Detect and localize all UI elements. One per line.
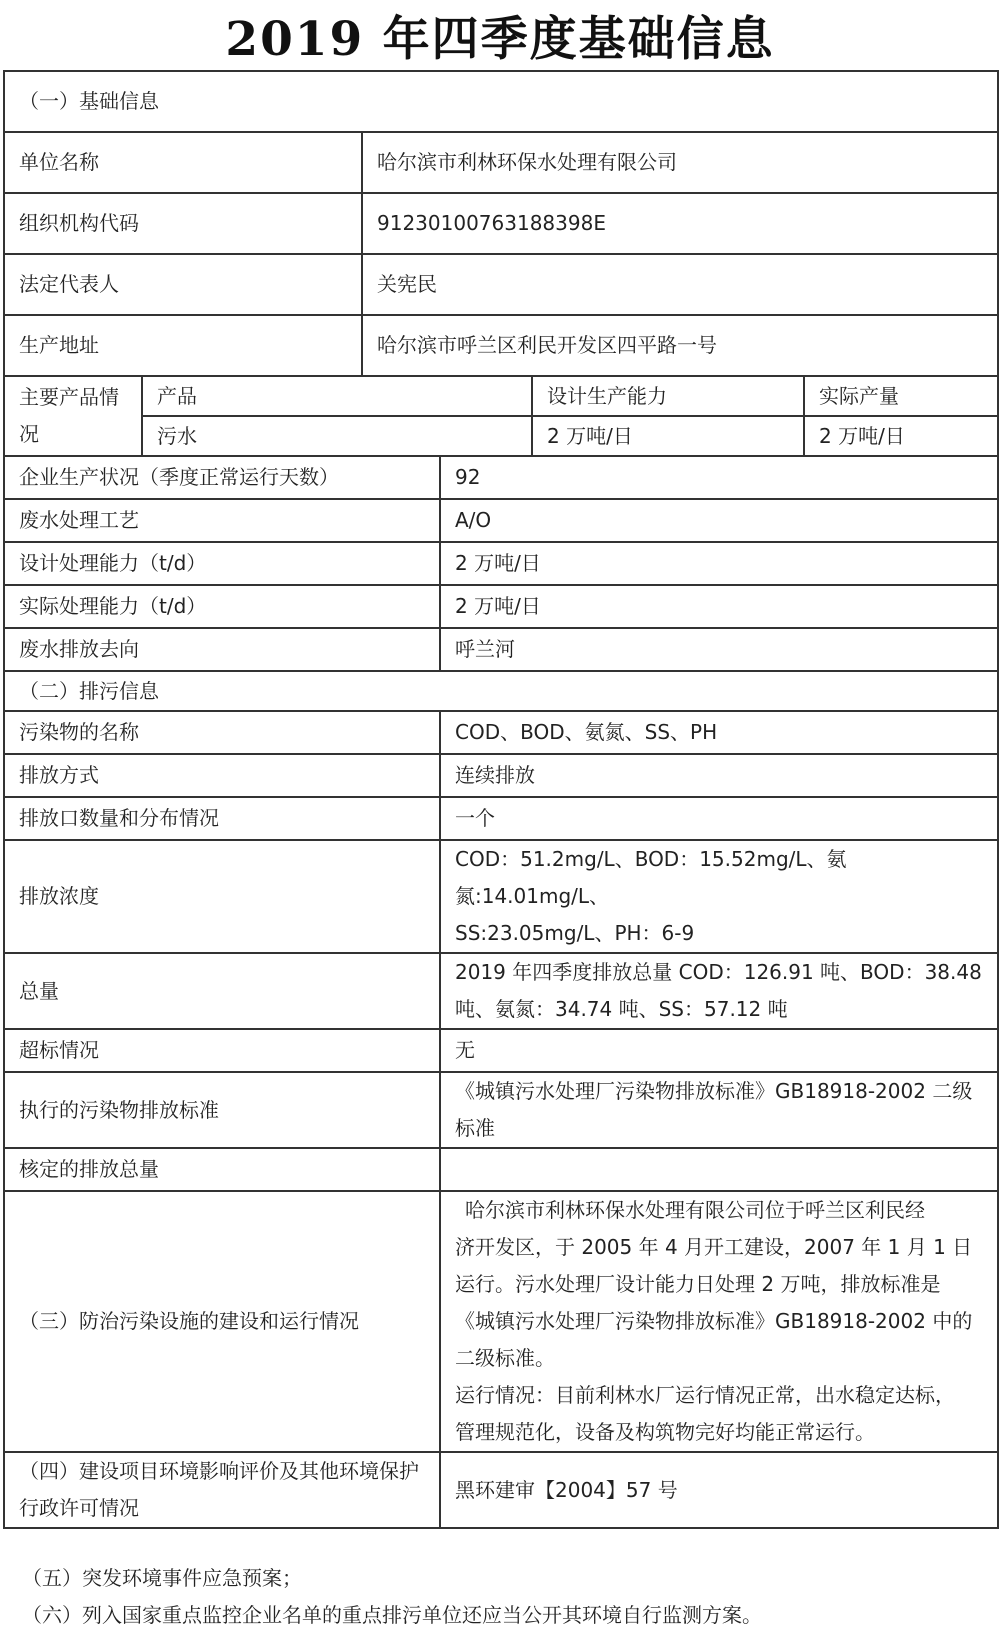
pollutants-label: 污染物的名称 bbox=[4, 711, 440, 754]
info-table bbox=[3, 70, 999, 1529]
facilities-line: 哈尔滨市利林环保水处理有限公司位于呼兰区利民经 bbox=[465, 1198, 925, 1222]
products-label-line1: 主要产品情 bbox=[19, 385, 119, 409]
discharge-mode-value: 连续排放 bbox=[440, 754, 998, 797]
process-label: 废水处理工艺 bbox=[4, 499, 440, 542]
approved-total-value bbox=[440, 1148, 998, 1191]
outlets-value: 一个 bbox=[440, 797, 998, 840]
products-label bbox=[4, 376, 142, 456]
company-name-label: 单位名称 bbox=[4, 132, 362, 193]
standard-label: 执行的污染物排放标准 bbox=[4, 1072, 440, 1148]
total-line: 吨、氨氮：34.74 吨、SS：57.12 吨 bbox=[455, 997, 788, 1021]
products-product-value: 污水 bbox=[142, 416, 532, 456]
address-label: 生产地址 bbox=[4, 315, 362, 376]
exceed-value: 无 bbox=[440, 1029, 998, 1072]
actual-capacity-value: 2 万吨/日 bbox=[440, 585, 998, 628]
products-label-line2: 况 bbox=[19, 422, 39, 446]
products-col-actual: 实际产量 bbox=[804, 376, 998, 416]
exceed-label: 超标情况 bbox=[4, 1029, 440, 1072]
products-actual-value: 2 万吨/日 bbox=[804, 416, 998, 456]
section-4-line: （四）建设项目环境影响评价及其他环境保护 bbox=[19, 1459, 419, 1483]
facilities-line: 运行情况：目前利林水厂运行情况正常，出水稳定达标， bbox=[455, 1383, 955, 1407]
legal-rep-value: 关宪民 bbox=[362, 254, 998, 315]
discharge-to-value: 呼兰河 bbox=[440, 628, 998, 671]
total-value bbox=[440, 953, 998, 1029]
facilities-text bbox=[440, 1191, 998, 1452]
company-name-value: 哈尔滨市利林环保水处理有限公司 bbox=[362, 132, 998, 193]
section-2-header: （二）排污信息 bbox=[4, 671, 998, 711]
design-capacity-label: 设计处理能力（t/d） bbox=[4, 542, 440, 585]
approved-total-label: 核定的排放总量 bbox=[4, 1148, 440, 1191]
discharge-mode-label: 排放方式 bbox=[4, 754, 440, 797]
status-label: 企业生产状况（季度正常运行天数） bbox=[4, 456, 440, 499]
products-col-product: 产品 bbox=[142, 376, 532, 416]
pollutants-value: COD、BOD、氨氮、SS、PH bbox=[440, 711, 998, 754]
section-1-header: （一）基础信息 bbox=[4, 71, 998, 132]
design-capacity-value: 2 万吨/日 bbox=[440, 542, 998, 585]
facilities-line: 二级标准。 bbox=[455, 1346, 555, 1370]
discharge-to-label: 废水排放去向 bbox=[4, 628, 440, 671]
section-4-line: 行政许可情况 bbox=[19, 1496, 139, 1520]
outlets-label: 排放口数量和分布情况 bbox=[4, 797, 440, 840]
facilities-line: 管理规范化，设备及构筑物完好均能正常运行。 bbox=[455, 1420, 875, 1444]
page-title: 2019 年四季度基础信息 bbox=[225, 12, 775, 67]
section-4-header bbox=[4, 1452, 440, 1528]
section-4-value: 黑环建审【2004】57 号 bbox=[440, 1452, 998, 1528]
legal-rep-label: 法定代表人 bbox=[4, 254, 362, 315]
facilities-line: 运行。污水处理厂设计能力日处理 2 万吨，排放标准是 bbox=[455, 1272, 941, 1296]
actual-capacity-label: 实际处理能力（t/d） bbox=[4, 585, 440, 628]
standard-value bbox=[440, 1072, 998, 1148]
total-line: 2019 年四季度排放总量 COD：126.91 吨、BOD：38.48 bbox=[455, 960, 982, 984]
org-code-label: 组织机构代码 bbox=[4, 193, 362, 254]
address-value: 哈尔滨市呼兰区利民开发区四平路一号 bbox=[362, 315, 998, 376]
section-3-header: （三）防治污染设施的建设和运行情况 bbox=[4, 1191, 440, 1452]
concentration-value bbox=[440, 840, 998, 953]
status-value: 92 bbox=[440, 456, 998, 499]
org-code-value: 91230100763188398E bbox=[362, 193, 998, 254]
footer-notes bbox=[22, 1560, 762, 1634]
facilities-line: 济开发区，于 2005 年 4 月开工建设，2007 年 1 月 1 日 bbox=[455, 1235, 973, 1259]
note-section-5: （五）突发环境事件应急预案； bbox=[22, 1566, 302, 1590]
concentration-label: 排放浓度 bbox=[4, 840, 440, 953]
process-value: A/O bbox=[440, 499, 998, 542]
note-section-6: （六）列入国家重点监控企业名单的重点排污单位还应当公开其环境自行监测方案。 bbox=[22, 1603, 762, 1627]
facilities-line: 《城镇污水处理厂污染物排放标准》GB18918-2002 中的 bbox=[455, 1309, 973, 1333]
concentration-line: COD：51.2mg/L、BOD：15.52mg/L、氨氮:14.01mg/L、 bbox=[455, 847, 847, 908]
products-design-value: 2 万吨/日 bbox=[532, 416, 804, 456]
products-col-design: 设计生产能力 bbox=[532, 376, 804, 416]
standard-line: 《城镇污水处理厂污染物排放标准》GB18918-2002 二级 bbox=[455, 1079, 973, 1103]
standard-line: 标准 bbox=[455, 1116, 495, 1140]
total-label: 总量 bbox=[4, 953, 440, 1029]
concentration-line: SS:23.05mg/L、PH：6-9 bbox=[455, 921, 695, 945]
